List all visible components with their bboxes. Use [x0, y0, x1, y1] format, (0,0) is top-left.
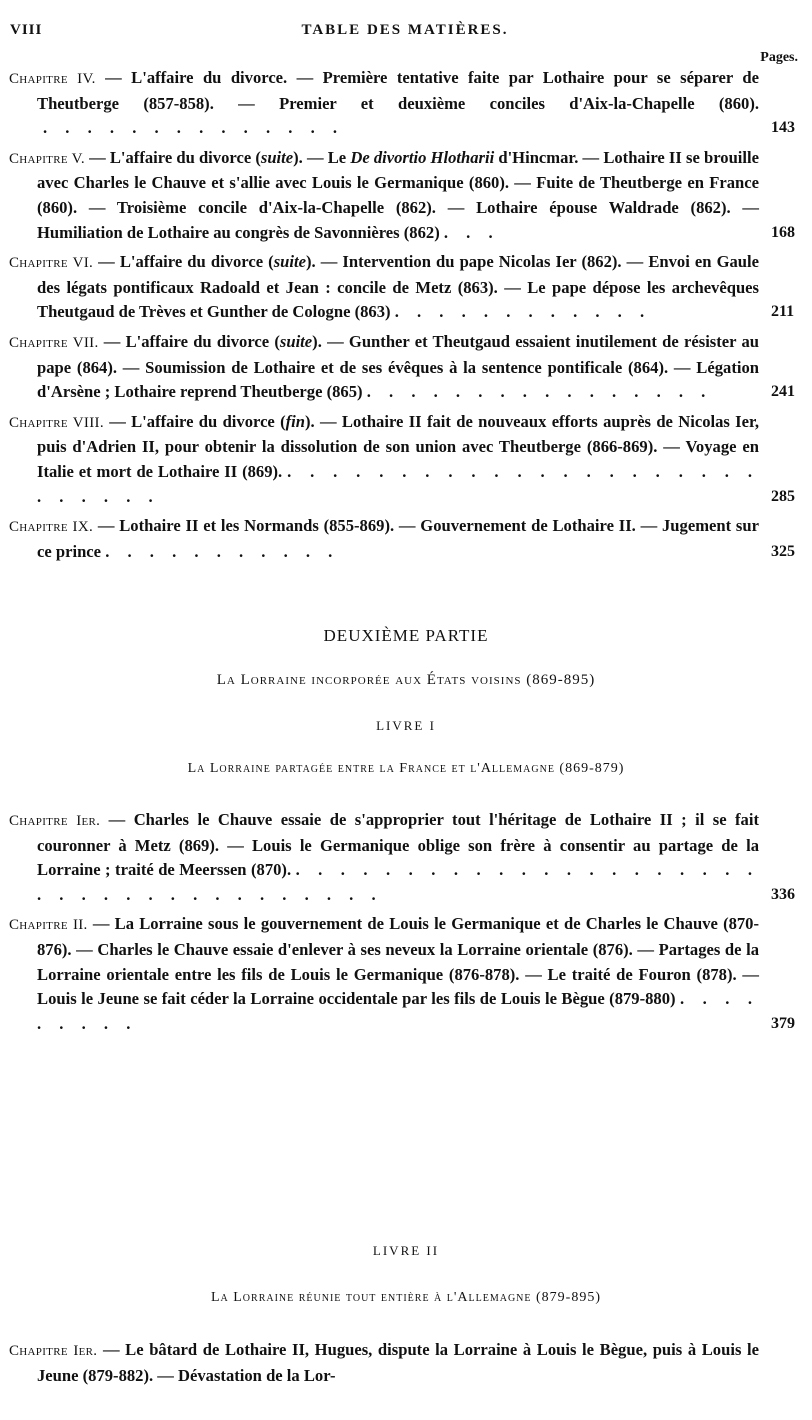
entry-text: — L'affaire du divorce. — Première tentative faite par Lothaire pour se séparer de Theutberge (857-858). — Premier et deuxième conciles d'Aix-la-Chapelle (860). [37, 68, 759, 113]
chapter-label: Chapitre II. [9, 917, 88, 934]
part-title: DEUXIÈME PARTIE [323, 626, 489, 645]
livre-title: La Lorraine réunie tout entière à l'Allemagne (879-895) [210, 1290, 601, 1305]
entry-text: — La Lorraine sous le gouvernement de Louis le Germanique et de Charles le Chauve (870-876). — Charles le Chauve essaie d'enlever à ses neveux la Lorraine orientale (876). — Partages de la Lorraine orientale entre les fils de Louis le Germanique (876-878). — Le traité de Fouron (878). — Louis le Jeune se fait céder la Lorraine occidentale par les fils de Louis le Bègue (879-880) [37, 914, 760, 1009]
toc-entry-chapitre-iv[interactable] [9, 66, 795, 141]
toc-section-livre-1 [0, 808, 812, 1041]
chapter-label: Chapitre Ier. [9, 1343, 98, 1359]
entry-text: — Le bâtard de Lothaire II, Hugues, dispute la Lorraine à Louis le Bègue, puis à Louis le Jeune (879-882). — Dévastation de la Lor- [37, 1340, 759, 1385]
toc-section-premiere-partie [0, 66, 812, 569]
chapter-label: Chapitre VIII. [9, 414, 104, 431]
page-number: 168 [771, 223, 795, 241]
page-folio: VIII [10, 22, 43, 38]
dot-leaders: . . . . . . . . . . . . . . . . . . . . . . . . . . . . . . . . . . . . . [37, 860, 759, 904]
toc-entry-livre1-chapitre-1[interactable] [9, 808, 795, 907]
entry-text: — L'affaire du divorce ( [109, 411, 286, 431]
entry-italic: suite [273, 252, 306, 272]
entry-italic: suite [260, 147, 294, 167]
page-number: 285 [771, 487, 795, 505]
entry-text: ). — Gunther et Theutgaud essaient inutilement de résister au pape (864). — Soumission de Lothaire et de ses évêques à la sentence pontificale (864). — Légation d'Arsène ; Lothaire reprend Theutberge (865) [37, 331, 759, 402]
chapter-label: Chapitre VI. [9, 255, 94, 272]
livre-label: LIVRE I [376, 718, 436, 733]
pages-column-label: Pages. [760, 50, 798, 65]
dot-leaders: . . . . . . . . . . . . . . [43, 118, 345, 138]
page-number: 325 [771, 542, 795, 560]
toc-entry-chapitre-viii[interactable] [9, 410, 795, 509]
toc-entry-chapitre-vi[interactable] [9, 250, 795, 325]
toc-entry-livre2-chapitre-1[interactable] [9, 1338, 759, 1388]
toc-section-livre-2 [0, 1338, 812, 1393]
chapter-label: Chapitre V. [9, 150, 85, 167]
entry-italic: fin [285, 411, 306, 431]
page-number: 143 [771, 119, 795, 137]
entry-text: — L'affaire du divorce ( [103, 331, 280, 351]
entry-text: ). — Lothaire II fait de nouveaux efforts auprès de Nicolas Ier, puis d'Adrien II, pour obtenir la dissolution de son union avec Theutberge (866-869). — Voyage en Italie et mort de Lothaire II (869). [37, 411, 759, 481]
dot-leaders: . . . . . . . . . . . . . . . . . . . . . . . . . . . [37, 461, 759, 506]
toc-entry-livre1-chapitre-2[interactable] [9, 912, 795, 1036]
part-subtitle: La Lorraine incorporée aux États voisins (869-895) [216, 672, 596, 688]
dot-leaders: . . . . . . . . . . . [105, 541, 340, 561]
entry-text: ). — Le [293, 147, 351, 167]
page-number: 379 [771, 1014, 795, 1032]
dot-leaders: . . . [443, 222, 500, 242]
entry-text: — L'affaire du divorce ( [89, 147, 261, 167]
chapter-label: Chapitre IV. [9, 71, 96, 87]
dot-leaders: . . . . . . . . . [37, 989, 759, 1033]
page-number: 211 [771, 303, 795, 321]
chapter-label: Chapitre Ier. [9, 813, 101, 829]
entry-italic: De divortio Hlotharii [350, 147, 495, 167]
page-number: 241 [771, 383, 795, 401]
entry-text: — Charles le Chauve essaie de s'approprier tout l'héritage de Lothaire II ; il se fait couronner à Metz (869). — Louis le Germanique oblige son frère à consentir au partage de la Lorraine ; traité de Meerssen (870). [37, 810, 759, 880]
entry-text: ). — Intervention du pape Nicolas Ier (862). — Envoi en Gaule des légats pontificaux Radoald et Jean : concile de Metz (863). — Le pape dépose les archevêques Theutgaud de Trèves et Gunther de Cologne (863) [37, 252, 760, 322]
toc-entry-chapitre-vii[interactable] [9, 330, 795, 405]
toc-entry-chapitre-ix[interactable] [9, 514, 795, 564]
entry-text: — L'affaire du divorce ( [98, 252, 274, 272]
livre-label: LIVRE II [372, 1243, 440, 1258]
page-number: 336 [771, 885, 795, 903]
toc-entry-chapitre-v[interactable] [9, 146, 795, 245]
livre-title: La Lorraine partagée entre la France et l'Allemagne (869-879) [187, 761, 625, 776]
dot-leaders: . . . . . . . . . . . . [394, 302, 652, 322]
running-head [10, 22, 800, 44]
running-title: TABLE DES MATIÈRES. [301, 22, 509, 38]
entry-text: d'Hincmar. — Lothaire II se brouille avec Charles le Chauve et s'allie avec Louis le Germanique (860). — Fuite de Theutberge en France (860). — Troisième concile d'Aix-la-Chapelle (862). — Lothaire épouse Waldrade (862). — Humiliation de Lothaire au congrès de Savonnières (862) [37, 147, 759, 242]
entry-text: — Lothaire II et les Normands (855-869). — Gouvernement de Lothaire II. — Jugement sur ce prince [37, 516, 759, 561]
entry-italic: suite [279, 331, 313, 351]
chapter-label: Chapitre IX. [9, 519, 94, 536]
dot-leaders: . . . . . . . . . . . . . . . . [366, 382, 713, 402]
chapter-label: Chapitre VII. [9, 334, 99, 351]
